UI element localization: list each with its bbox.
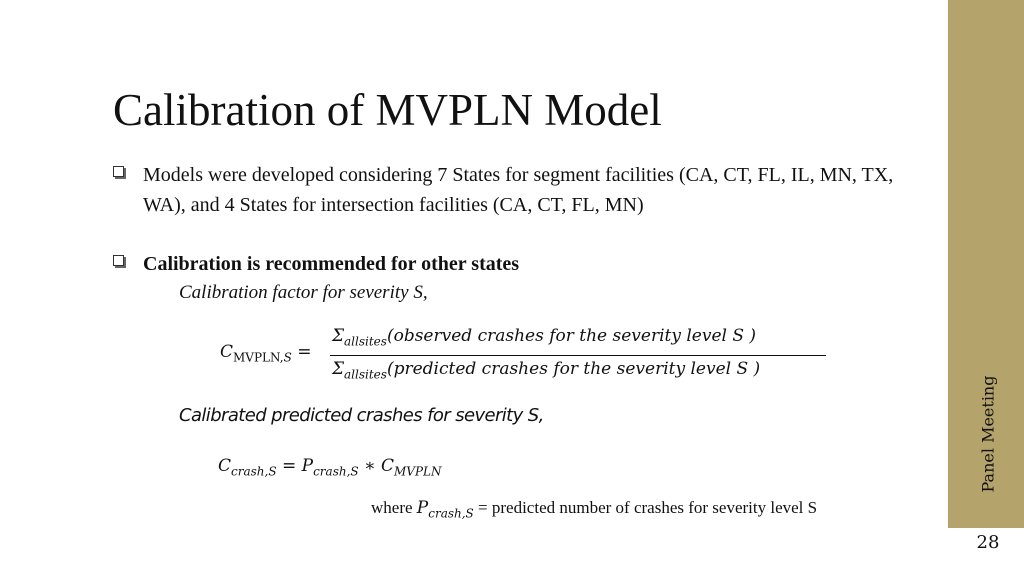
calibration-factor-formula xyxy=(220,322,840,386)
bullet-states-text: Models were developed considering 7 States for segment facilities (CA, CT, FL, IL, MN, TX, WA), and 4 States for intersection facilities (CA, CT, FL, MN) xyxy=(143,164,894,216)
page-number: 28 xyxy=(976,532,1000,553)
fraction-denominator: $\Sigma_{allsites}(predicted$ crashes for the severity level S ) xyxy=(332,359,761,382)
equals-sign: = xyxy=(297,342,312,362)
formula-lhs: $C_{MVPLN,S}$ = xyxy=(220,342,312,365)
bullet-checkbox-icon xyxy=(113,166,124,177)
calibration-factor-label: Calibration factor for severity S, xyxy=(179,282,428,303)
bullet-checkbox-icon xyxy=(113,255,124,266)
calibrated-predicted-label: Calibrated predicted crashes for severity S, xyxy=(179,405,544,426)
side-label: Panel Meeting xyxy=(978,375,998,493)
fraction-numerator: $\Sigma_{allsites}(observed$ crashes for the severity level S ) xyxy=(332,326,757,349)
bullet-calibration-text: Calibration is recommended for other states xyxy=(143,253,520,275)
fraction-bar xyxy=(330,355,826,356)
slide-title: Calibration of MVPLN Model xyxy=(113,85,662,135)
calibrated-crash-formula: $C_{crash,S} = P_{crash,S}$ ∗ $C_{MVPLN}$ xyxy=(218,456,442,479)
where-clause: where $P_{crash,S}$ = predicted number of crashes for severity level S xyxy=(371,498,818,521)
